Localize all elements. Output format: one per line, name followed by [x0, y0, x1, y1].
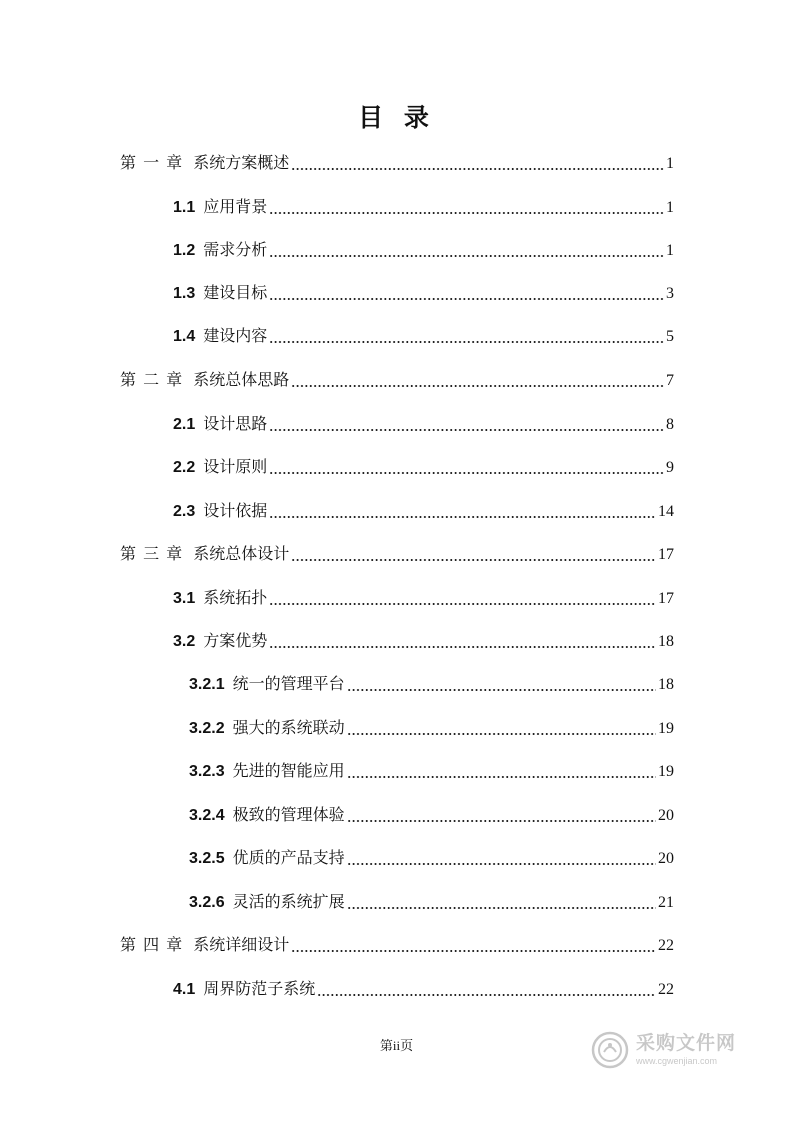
watermark-name: 采购文件网 — [636, 1032, 737, 1054]
dot-leader — [347, 759, 656, 783]
dot-leader — [347, 846, 656, 870]
toc-entry-1-1[interactable] — [173, 195, 674, 219]
toc-entry-2-2[interactable] — [173, 455, 674, 479]
dot-leader — [291, 151, 664, 175]
toc-entry-3-2-1[interactable] — [189, 672, 674, 696]
page-footer: 第ii页 — [379, 1038, 414, 1053]
dot-leader — [269, 412, 664, 436]
toc-number: 3.2.5 — [189, 850, 225, 867]
dot-leader — [291, 542, 656, 566]
toc-page: 18 — [658, 633, 674, 650]
toc-page: 20 — [658, 807, 674, 824]
toc-page: 19 — [658, 720, 674, 737]
watermark — [590, 1026, 760, 1074]
dot-leader — [317, 977, 656, 1001]
dot-leader — [269, 455, 664, 479]
toc-label: 系统总体设计 — [193, 544, 290, 563]
toc-label: 方案优势 — [203, 631, 268, 650]
dot-leader — [269, 324, 664, 348]
toc-label: 先进的智能应用 — [232, 761, 345, 780]
toc-entry-3-2[interactable] — [173, 629, 674, 653]
toc-page: 22 — [658, 937, 674, 954]
toc-label: 强大的系统联动 — [232, 718, 345, 737]
toc-label: 统一的管理平台 — [232, 674, 345, 693]
toc-number: 1.2 — [173, 242, 196, 259]
toc-number: 3.1 — [173, 590, 196, 607]
toc-page: 17 — [658, 546, 674, 563]
dot-leader — [269, 281, 664, 305]
toc-label: 优质的产品支持 — [232, 848, 345, 867]
toc-number: 1.1 — [173, 199, 196, 216]
toc-number: 2.3 — [173, 503, 196, 520]
toc-page: 1 — [666, 242, 674, 259]
toc-label: 设计思路 — [203, 414, 268, 433]
toc-page: 14 — [658, 503, 674, 520]
toc-number: 3.2.4 — [189, 807, 225, 824]
toc-number: 第 二 章 — [120, 370, 184, 389]
toc-number: 3.2 — [173, 633, 196, 650]
dot-leader — [347, 803, 656, 827]
toc-page: 18 — [658, 676, 674, 693]
toc-label: 极致的管理体验 — [232, 805, 345, 824]
toc-label: 需求分析 — [203, 240, 268, 259]
toc-number: 1.3 — [173, 285, 196, 302]
toc-label: 系统拓扑 — [203, 588, 268, 607]
toc-page: 7 — [666, 372, 674, 389]
toc-label: 灵活的系统扩展 — [232, 892, 345, 911]
toc-entry-chapter-1[interactable] — [120, 151, 674, 175]
toc-entry-3-2-6[interactable] — [189, 890, 674, 914]
toc-page: 22 — [658, 981, 674, 998]
toc-label: 系统详细设计 — [193, 935, 290, 954]
toc-page: 21 — [658, 894, 674, 911]
toc-label: 建设内容 — [203, 326, 268, 345]
toc-entry-4-1[interactable] — [173, 977, 674, 1001]
toc-number: 第 三 章 — [120, 544, 184, 563]
toc-number: 2.1 — [173, 416, 196, 433]
toc-entry-chapter-2[interactable] — [120, 368, 674, 392]
toc-label: 系统总体思路 — [193, 370, 290, 389]
toc-entry-2-3[interactable] — [173, 499, 674, 523]
toc-number: 1.4 — [173, 328, 196, 345]
toc-label: 设计依据 — [203, 501, 268, 520]
toc-entry-1-2[interactable] — [173, 238, 674, 262]
dot-leader — [269, 195, 664, 219]
toc-page: 17 — [658, 590, 674, 607]
toc-number: 3.2.3 — [189, 763, 225, 780]
toc-page: 3 — [666, 285, 674, 302]
toc-entry-chapter-4[interactable] — [120, 933, 674, 957]
toc-entry-3-2-5[interactable] — [189, 846, 674, 870]
toc-entry-chapter-3[interactable] — [120, 542, 674, 566]
toc-title: 目 录 — [358, 103, 435, 132]
toc-page: 20 — [658, 850, 674, 867]
toc-entry-3-2-4[interactable] — [189, 803, 674, 827]
dot-leader — [347, 716, 656, 740]
dot-leader — [291, 933, 656, 957]
toc-number: 第 四 章 — [120, 935, 184, 954]
toc-entry-1-4[interactable] — [173, 324, 674, 348]
toc-label: 系统方案概述 — [193, 153, 290, 172]
toc-entry-3-2-3[interactable] — [189, 759, 674, 783]
toc-label: 应用背景 — [203, 197, 268, 216]
toc-page: 9 — [666, 459, 674, 476]
dot-leader — [347, 672, 656, 696]
toc-page: 1 — [666, 199, 674, 216]
dot-leader — [269, 586, 656, 610]
toc-number: 3.2.6 — [189, 894, 225, 911]
toc-label: 设计原则 — [203, 457, 268, 476]
toc-entry-3-2-2[interactable] — [189, 716, 674, 740]
toc-entry-1-3[interactable] — [173, 281, 674, 305]
toc-number: 4.1 — [173, 981, 196, 998]
dot-leader — [291, 368, 664, 392]
dot-leader — [269, 499, 656, 523]
toc-page: 5 — [666, 328, 674, 345]
toc-number: 第 一 章 — [120, 153, 184, 172]
watermark-logo-icon — [590, 1030, 630, 1070]
toc-page: 8 — [666, 416, 674, 433]
toc-number: 3.2.1 — [189, 676, 225, 693]
watermark-url: www.cgwenjian.com — [636, 1056, 718, 1066]
toc-number: 2.2 — [173, 459, 196, 476]
toc-label: 建设目标 — [203, 283, 268, 302]
dot-leader — [269, 238, 664, 262]
dot-leader — [269, 629, 656, 653]
toc-number: 3.2.2 — [189, 720, 225, 737]
toc-page: 19 — [658, 763, 674, 780]
toc-page: 1 — [666, 155, 674, 172]
toc-label: 周界防范子系统 — [203, 979, 316, 998]
dot-leader — [347, 890, 656, 914]
toc-entry-3-1[interactable] — [173, 586, 674, 610]
toc-entry-2-1[interactable] — [173, 412, 674, 436]
